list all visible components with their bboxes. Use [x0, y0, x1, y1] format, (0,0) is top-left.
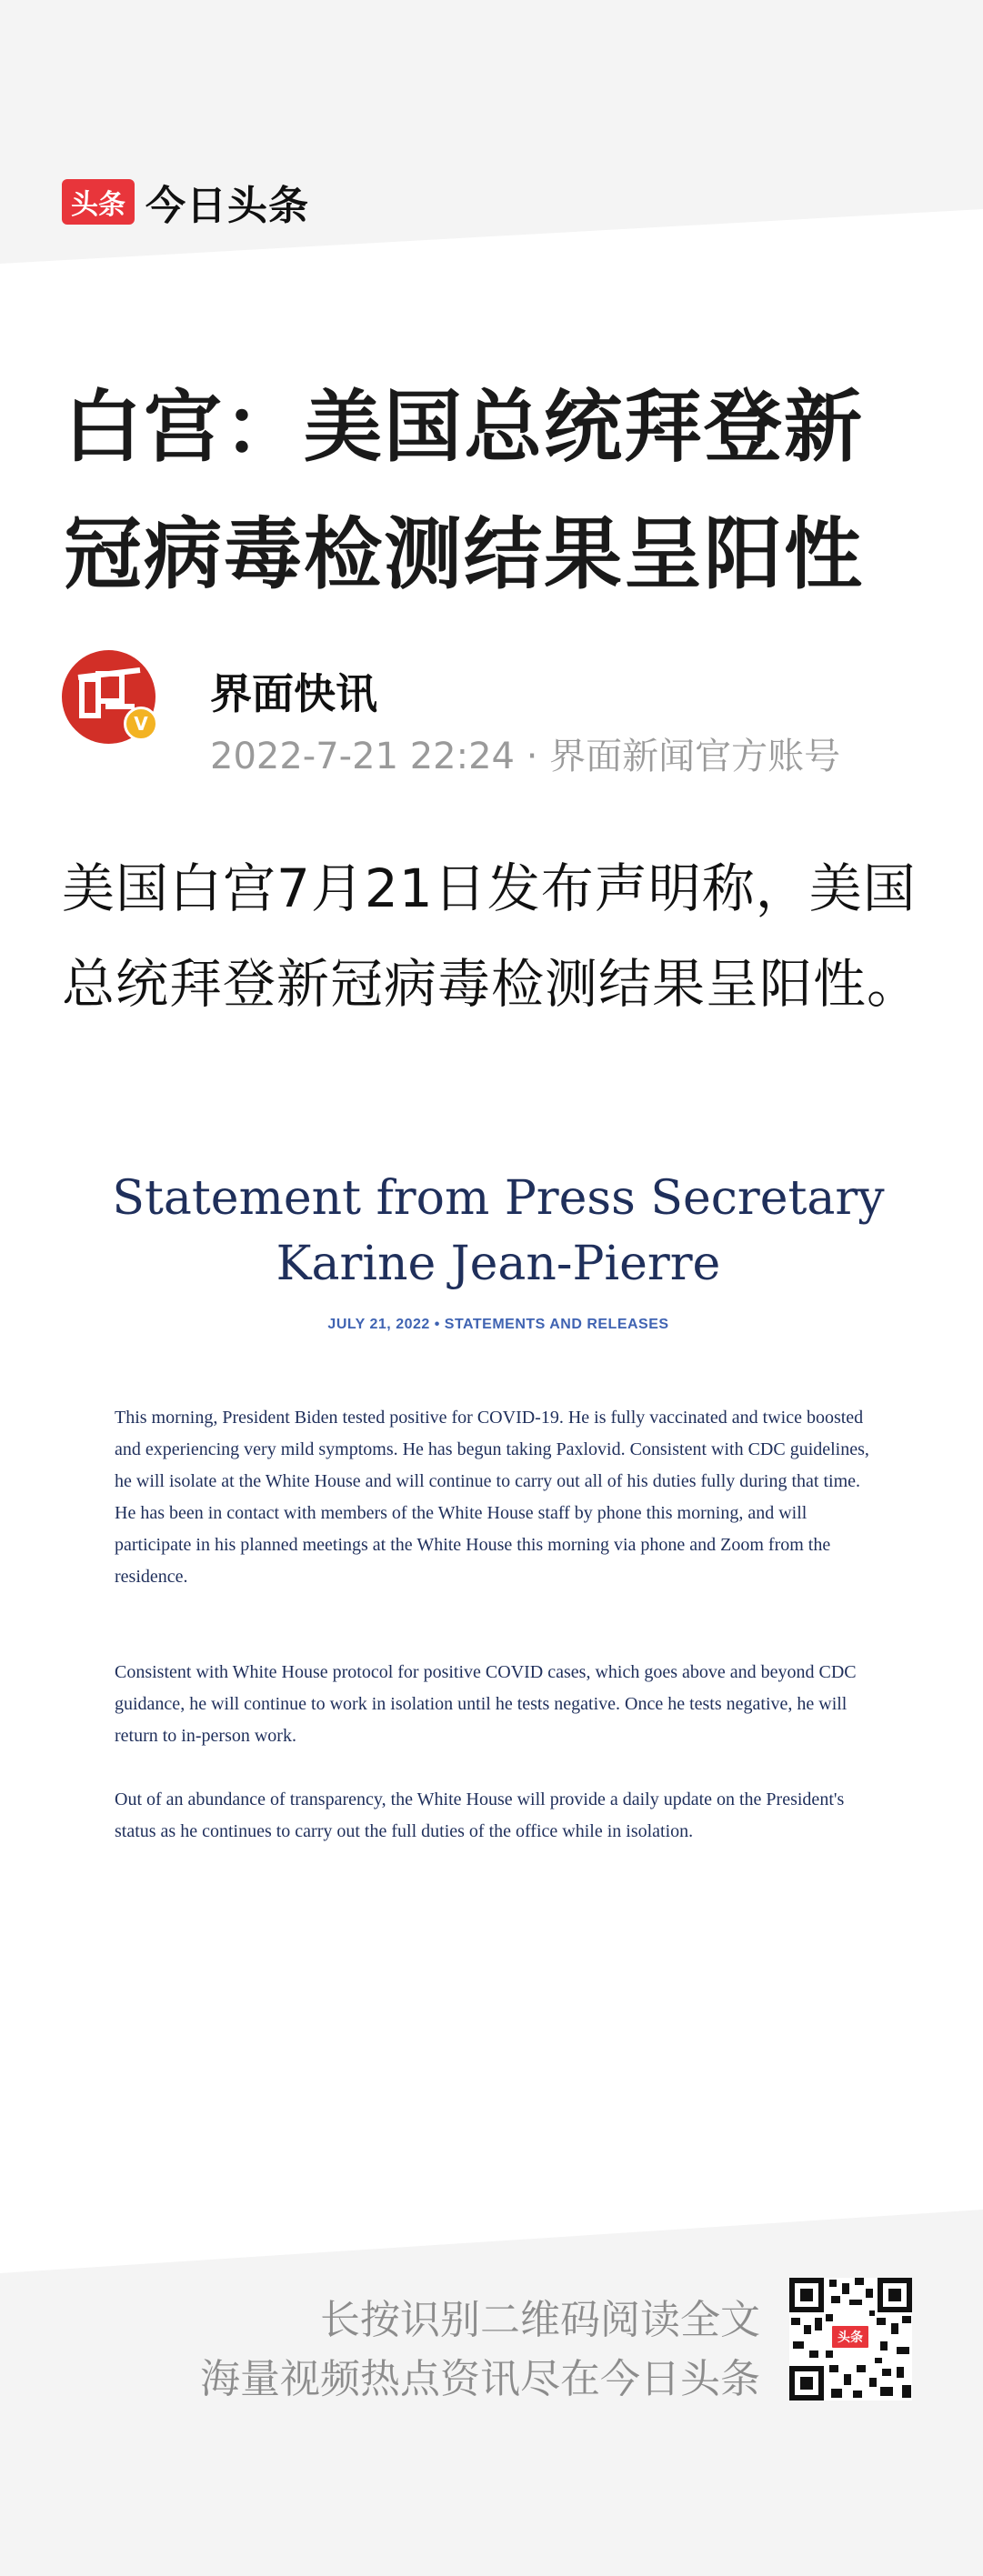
statement-paragraph-2: Consistent with White House protocol for positive COVID cases, which goes above and beyond CDC guidance, he will continue to work in isolation until he tests negative. Once he tests negative, he will return to in-person work.	[115, 1662, 857, 1746]
article-title: 白宫：美国总统拜登新冠病毒检测结果呈阳性	[64, 382, 864, 600]
logo-badge: 头条	[62, 179, 135, 225]
qr-code[interactable]	[789, 2278, 912, 2401]
toutiao-logo[interactable]	[62, 173, 309, 231]
footer	[0, 2219, 983, 2576]
author-name[interactable]: 界面快讯	[210, 669, 377, 718]
footer-slogan: 海量视频热点资讯尽在今日头条	[200, 2356, 760, 2402]
statement-title	[62, 1166, 935, 1297]
statement-title-line1: Statement from Press Secretary	[112, 1171, 885, 1226]
app-name: 今日头条	[145, 183, 309, 229]
author-meta: 2022-7-21 22:24 · 界面新闻官方账号	[210, 736, 841, 777]
qr-logo-badge: 头条	[829, 2323, 871, 2350]
statement-image[interactable]	[62, 1155, 935, 1900]
article-body: 美国白宫7月21日发布声明称，美国总统拜登新冠病毒检测结果呈阳性。	[62, 857, 921, 1015]
verified-badge-icon: V	[124, 707, 158, 741]
statement-dateline: JULY 21, 2022 • STATEMENTS AND RELEASES	[327, 1317, 669, 1332]
statement-paragraph-1: This morning, President Biden tested positive for COVID-19. He is fully vaccinated and twice boosted and experiencing very mild symptoms. He has begun taking Paxlovid. Consistent with CDC guidelines, he will isolate at the White House and will continue to carry out all of his duties fully during that time. He has been in contact with members of the White House staff by phone this morning, and will participate in his planned meetings at the White House this morning via phone and Zoom from the residence.	[115, 1408, 869, 1587]
author-row[interactable]	[62, 650, 935, 787]
statement-title-line2: Karine Jean-Pierre	[276, 1237, 721, 1291]
statement-paragraph-3: Out of an abundance of transparency, the White House will provide a daily update on the President's status as he continues to carry out the full duties of the office while in isolation.	[115, 1789, 845, 1841]
footer-prompt: 长按识别二维码阅读全文	[320, 2297, 760, 2343]
